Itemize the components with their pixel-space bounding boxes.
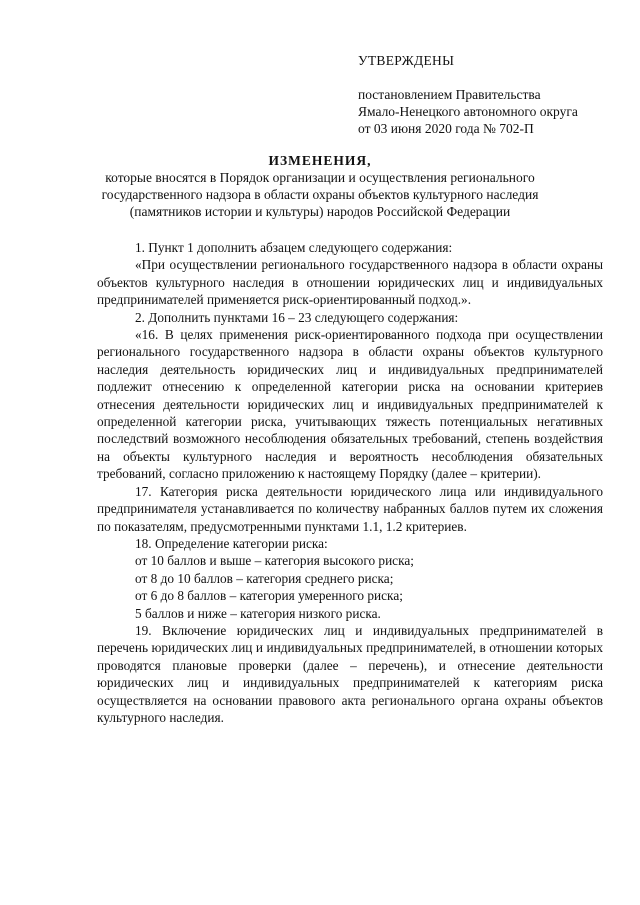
approval-line-2: Ямало-Ненецкого автономного округа [358,104,578,119]
title-subtitle: которые вносятся в Порядок организации и осуществления регионального государственного надзора в области охраны объектов культурного наследия (памятников истории и культуры) народов Российской Федерации [101,170,539,219]
paragraph: от 10 баллов и выше – категория высокого риска; [135,553,414,569]
approval-line-3: от 03 июня 2020 года № 702-П [358,121,534,136]
paragraph: 19. Включение юридических лиц и индивидуальных предпринимателей в перечень юридических лиц и индивидуальных предпринимателей, в отношении которых проводятся плановые проверки (далее – перечень), и отнесение деятельности юридических лиц и индивидуальных предпринимателей к категориям риска осуществляется на основании правового акта регионального органа охраны объектов культурного наследия. [97,622,603,725]
paragraph: «При осуществлении регионального государственного надзора в области охраны объектов культурного наследия в отношении юридических лиц и индивидуальных предпринимателей применяется риск-ориентированный подход.». [97,257,603,308]
document-body [97,239,603,726]
approval-line-1: постановлением Правительства [358,87,541,102]
paragraph: 2. Дополнить пунктами 16 – 23 следующего содержания: [135,309,459,325]
document-title [90,152,550,220]
paragraph: 5 баллов и ниже – категория низкого риска. [135,605,381,621]
paragraph: 17. Категория риска деятельности юридического лица или индивидуального предпринимателя устанавливается по количеству набранных баллов путем их сложения по показателям, предусмотренными пунктами 1.1, 1.2 критериев. [97,483,603,534]
paragraph: от 8 до 10 баллов – категория среднего риска; [135,570,394,586]
paragraph: «16. В целях применения риск-ориентированного подхода при осуществлении регионального государственного надзора в области охраны объектов культурного наследия деятельность юридических лиц и индивидуальных предпринимателей подлежит отнесению к определенной категории риска на основании критериев отнесения деятельности юридических лиц и индивидуальных предпринимателей к определенной категории риска, учитывающих тяжесть потенциальных негативных последствий возможного несоблюдения обязательных требований, степень воздействия на объекты культурного наследия и вероятность несоблюдения обязательных требований, согласно приложению к настоящему Порядку (далее – критерии). [97,327,603,482]
approval-heading: УТВЕРЖДЕНЫ [358,53,455,68]
title-main: ИЗМЕНЕНИЯ, [268,153,372,168]
paragraph: 18. Определение категории риска: [135,535,328,551]
paragraph: от 6 до 8 баллов – категория умеренного риска; [135,588,403,604]
paragraph: 1. Пункт 1 дополнить абзацем следующего содержания: [135,240,453,255]
approval-block [358,52,618,137]
